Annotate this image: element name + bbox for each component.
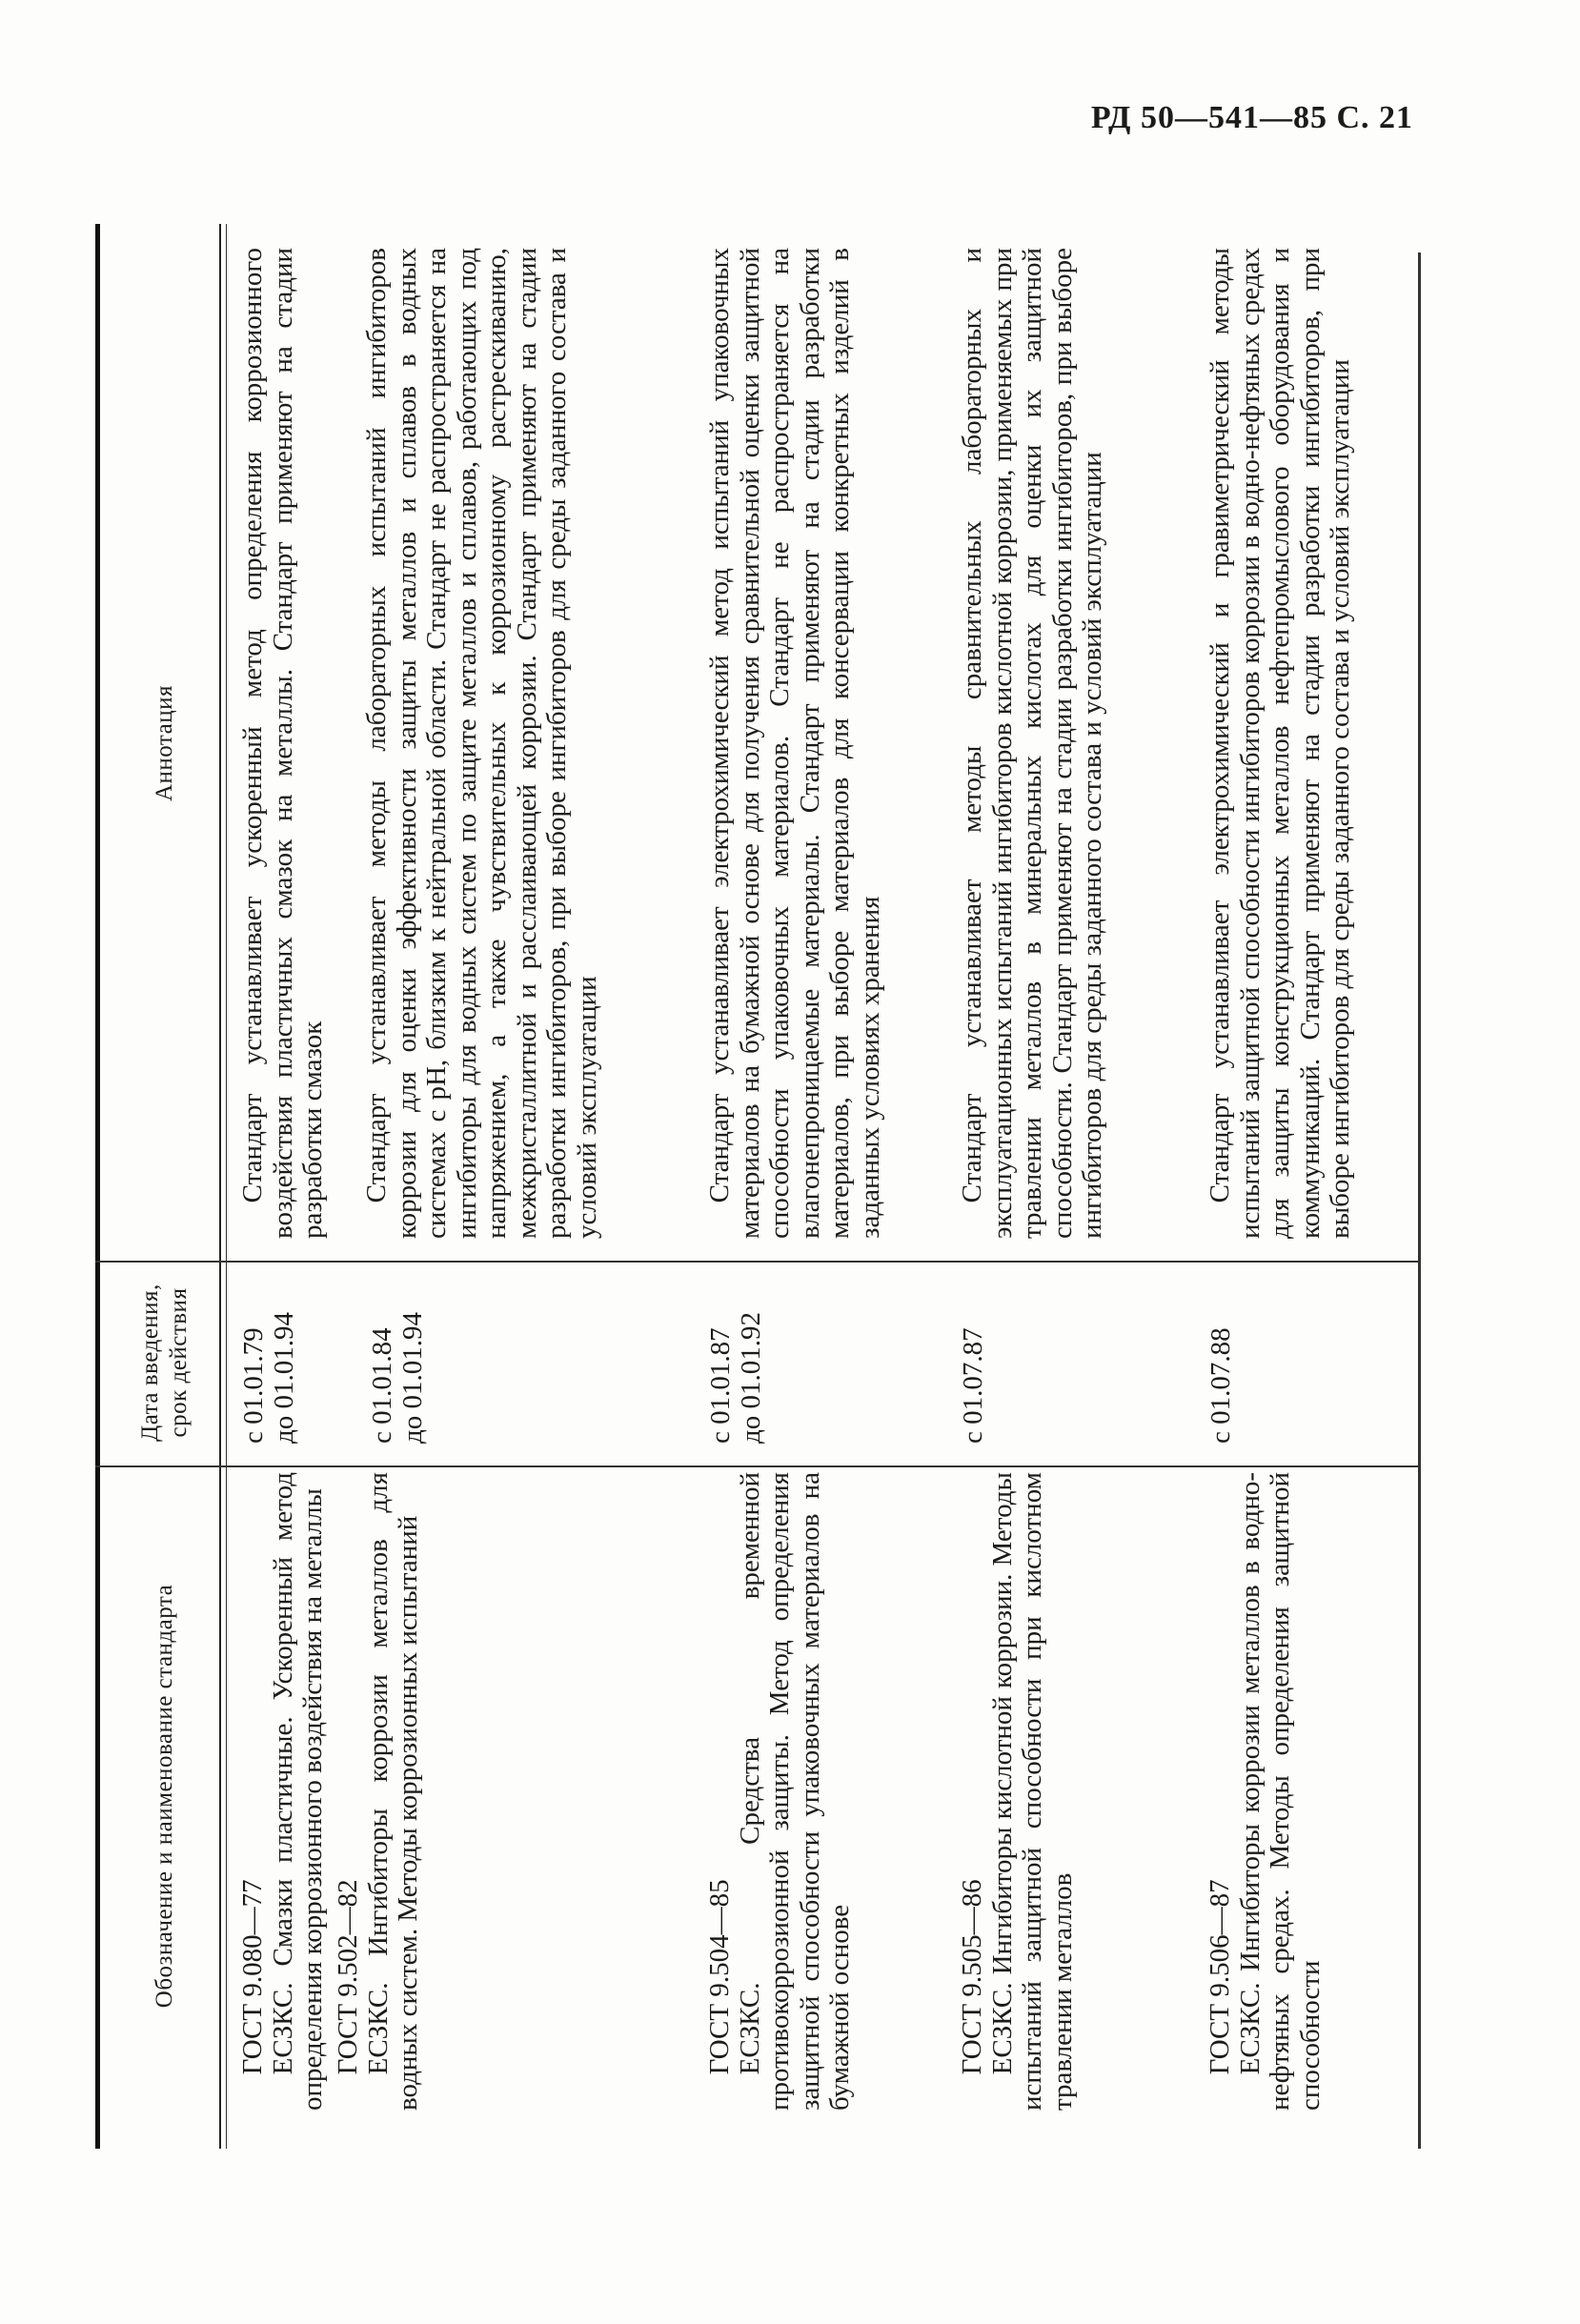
date-from: с 01.01.87 [705,1327,736,1444]
standard-title: ЕСЗКС. Ингибиторы коррозии металлов в водно-нефтяных средах. Методы определения защитной способности [1234,1472,1326,2111]
date-from: с 01.07.87 [958,1327,988,1444]
rotated-table-container [95,224,1420,2149]
table-row-annotation: Стандарт устанавливает электрохимический и гравиметрический методы испытаний защитной способности ингибиторов коррозии в водно-нефтяных средах для защиты конструкционных металлов нефтепромыслового оборудования и коммуникаций. Стандарт применяют на стадии разработки ингибиторов, при выборе ингибиторов для среды заданного состава и условий эксплуатации [1205,248,1355,1239]
table-row-designation [334,1472,424,2111]
date-to: до 01.01.94 [397,1311,428,1444]
date-to: до 01.01.92 [736,1311,766,1444]
table-top-rule [95,224,100,2149]
standard-title: ЕСЗКС. Средства временной противокоррозионной защиты. Метод определения защитной способности упаковочных материалов на бумажной основе [734,1472,855,2111]
standard-title: ЕСЗКС. Ингибиторы коррозии металлов для водных систем. Методы коррозионных испытаний [362,1472,423,2111]
table-row-annotation: Стандарт устанавливает методы лабораторных испытаний ингибиторов коррозии для оценки эффективности защиты металлов и сплавов в водных системах с pH, близким к нейтральной области. Стандарт не распространяется на ингибиторы для водных систем по защите металлов и сплавов, работающих под напряжением, а также чувствительных к коррозионному растрескиванию, межкристаллитной и расслаивающей коррозии. Стандарт применяют на стадии разработки ингибиторов, при выборе ингибиторов для среды заданного состава и условий эксплуатации [361,248,602,1239]
page-header: РД 50—541—85 С. 21 [1090,100,1413,135]
date-to: до 01.01.94 [269,1311,299,1444]
table-row-designation [705,1472,856,2111]
date-from: с 01.01.84 [367,1327,397,1444]
table-header-rule-2 [226,224,227,2149]
standard-code: ГОСТ 9.080—77 [237,1879,268,2075]
date-from: с 01.01.79 [238,1327,269,1444]
standard-title: ЕСЗКС. Смазки пластичные. Ускоренный метод определения коррозионного воздействия на металлы [267,1472,328,2111]
table-row-designation [238,1472,329,2111]
standards-table [95,224,1420,2149]
standard-title: ЕСЗКС. Ингибиторы кислотной коррозии. Методы испытаний защитной способности при кислотном травлении металлов [986,1472,1078,2111]
table-row-annotation: Стандарт устанавливает методы сравнительных лабораторных и эксплуатационных испытаний ингибиторов кислотной коррозии, применяемых при травлении металлов в минеральных кислотах для оценки их защитной способности. Стандарт применяют на стадии разработки ингибиторов, при выборе ингибиторов для среды заданного состава и условий эксплуатации [957,248,1107,1239]
column-divider-1 [95,1465,1420,1467]
column-header-designation: Обозначение и наименование стандарта [152,1584,177,2009]
table-row-annotation: Стандарт устанавливает ускоренный метод определения коррозионного воздействия пластичных смазок на металлы. Стандарт применяют на стадии разработки смазок [237,248,328,1239]
column-header-annotation: Аннотация [152,684,177,802]
table-row-designation [958,1472,1078,2111]
table-header-rule [219,224,221,2149]
table-row-annotation: Стандарт устанавливает электрохимический метод испытаний упаковочных материалов на бумажной основе для получения сравнительной оценки защитной способности упаковочных материалов. Стандарт не распространяется на влагонепроницаемые материалы. Стандарт применяют на стадии разработки материалов, при выборе материалов для консервации конкретных изделий в заданных условиях хранения [704,248,885,1239]
date-from: с 01.07.88 [1205,1327,1236,1444]
column-divider-2 [95,1261,1420,1263]
standard-code: ГОСТ 9.504—85 [704,1879,735,2075]
standard-code: ГОСТ 9.502—82 [333,1879,363,2075]
table-bottom-rule [1418,253,1421,2149]
standard-code: ГОСТ 9.506—87 [1205,1879,1235,2075]
column-header-date: Дата введения, срок действия [137,1283,192,1442]
standard-code: ГОСТ 9.505—86 [957,1879,987,2075]
table-row-designation [1205,1472,1326,2111]
